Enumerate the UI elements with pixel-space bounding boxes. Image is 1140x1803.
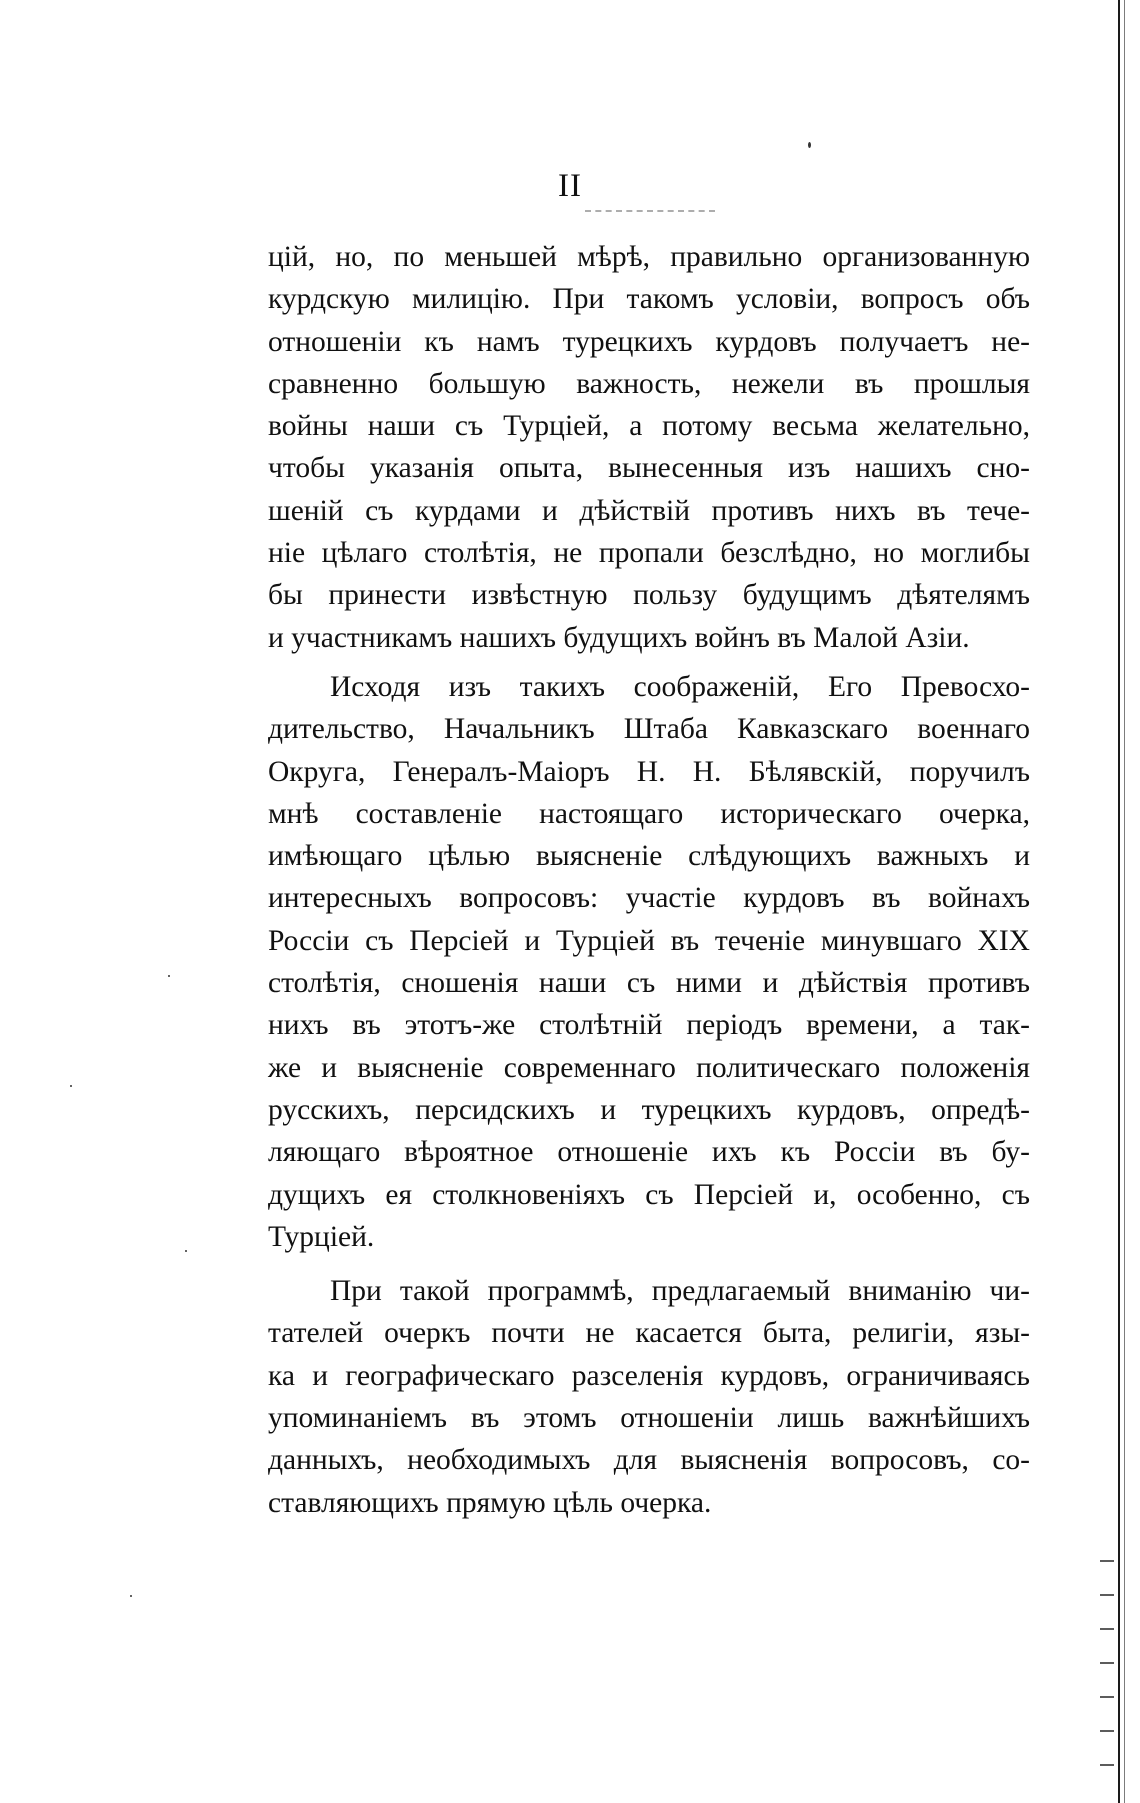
text-line: цій, но, по меньшей мѣрѣ, правильно организованную: [268, 241, 1030, 273]
text-line: шеній съ курдами и дѣйствій противъ нихъ въ тече-: [268, 494, 1030, 527]
text-line: войны наши съ Турціей, а потому весьма желательно,: [268, 410, 1030, 443]
text-line: мнѣ составленіе настоящаго историческаго очерка,: [268, 797, 1030, 830]
text-line: нихъ въ этотъ-же столѣтній періодъ времени, а так-: [268, 1009, 1030, 1042]
scan-speck: [168, 975, 170, 977]
paragraph: [268, 236, 1030, 659]
page-edge-border: [1118, 0, 1120, 1803]
text-line: русскихъ, персидскихъ и турецкихъ курдовъ, опредѣ-: [268, 1093, 1030, 1126]
text-line: бы принести извѣстную пользу будущимъ дѣятелямъ: [268, 579, 1030, 612]
scan-speck: [70, 1085, 72, 1087]
text-line: сравненно большую важность, нежели въ прошлыя: [268, 367, 1030, 400]
scan-speck: [130, 1595, 132, 1597]
text-line: данныхъ, необходимыхъ для выясненія вопросовъ, со-: [268, 1444, 1030, 1477]
text-line: имѣющаго цѣлью выясненіе слѣдующихъ важныхъ и: [268, 840, 1030, 873]
page-edge-border-inner: [1124, 0, 1125, 1803]
text-line: чтобы указанія опыта, вынесенныя изъ нашихъ сно-: [268, 452, 1030, 485]
text-line: курдскую милицію. При такомъ условіи, вопросъ объ: [268, 283, 1030, 316]
text-line: ляющаго вѣроятное отношеніе ихъ къ Россіи въ бу-: [268, 1136, 1030, 1169]
text-line: Округа, Генералъ-Маіоръ Н. Н. Бѣлявскій, поручилъ: [268, 755, 1030, 788]
text-line: дительство, Начальникъ Штаба Кавказскаго военнаго: [268, 713, 1030, 746]
text-line: тателей очеркъ почти не касается быта, религіи, язы-: [268, 1317, 1030, 1350]
text-line: Турціей.: [268, 1220, 375, 1253]
page-number: II: [558, 168, 582, 204]
text-line: ставляющихъ прямую цѣль очерка.: [268, 1486, 712, 1519]
scan-speck: [808, 142, 811, 148]
text-line: упоминаніемъ въ этомъ отношеніи лишь важнѣйшихъ: [268, 1402, 1030, 1435]
scan-speck: [185, 1250, 187, 1252]
page-number-underline: [585, 210, 715, 212]
text-line: При такой программѣ, предлагаемый вниманію чи-: [330, 1275, 1030, 1308]
body-text: [268, 236, 1030, 1524]
text-line: Исходя изъ такихъ соображеній, Его Превосхо-: [330, 670, 1030, 703]
text-line: и участникамъ нашихъ будущихъ войнъ въ Малой Азіи.: [268, 621, 970, 654]
text-line: дущихъ ея столкновеніяхъ съ Персіей и, особенно, съ: [268, 1178, 1030, 1211]
paragraph: [268, 666, 1030, 1258]
page-edge-marks: [1100, 1560, 1114, 1790]
text-line: интересныхъ вопросовъ: участіе курдовъ въ войнахъ: [268, 882, 1030, 915]
text-line: Россіи съ Персіей и Турціей въ теченіе минувшаго XIX: [268, 924, 1030, 957]
text-line: отношеніи къ намъ турецкихъ курдовъ получаетъ не-: [268, 325, 1030, 358]
text-line: ніе цѣлаго столѣтія, не пропали безслѣдно, но моглибы: [268, 537, 1030, 570]
paragraph: [268, 1270, 1030, 1524]
text-line: столѣтія, сношенія наши съ ними и дѣйствія противъ: [268, 967, 1030, 1000]
text-line: ка и географическаго разселенія курдовъ, ограничиваясь: [268, 1359, 1030, 1392]
text-line: же и выясненіе современнаго политическаго положенія: [268, 1051, 1030, 1084]
